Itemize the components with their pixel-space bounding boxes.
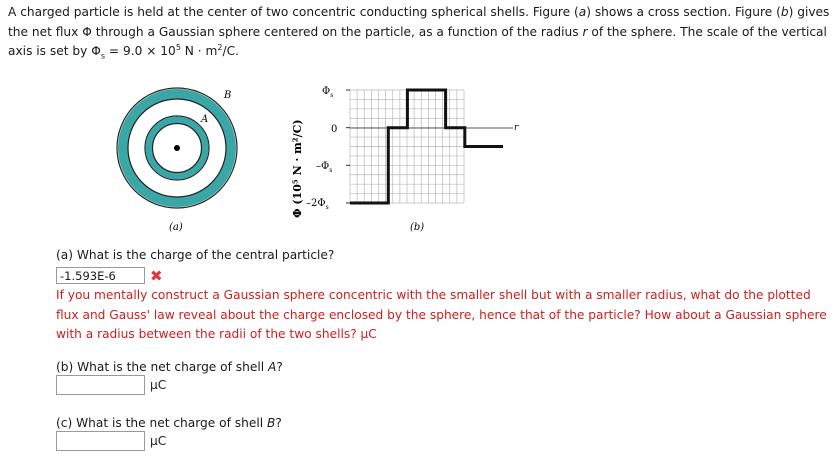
y-axis-label: Φ (10⁵ N · m²/C) [291,119,304,218]
question-b: (b) What is the net charge of shell A? [56,360,283,374]
hint-text: If you mentally construct a Gaussian sphere concentric with the smaller shell but with a smaller radius, what do the plotted flux and Gauss' law reveal about the charge enclosed by the sphere, hence that of the particle? How about a Gaussian sphere with a radius between the radii of the two shells? μC [56,288,827,341]
flux-chart [291,86,519,233]
answer-b-input[interactable] [56,375,145,395]
tick-neg-2phi-s: $-2\Phi_s$ [306,198,329,211]
label-a: A [201,114,209,125]
tick-zero: 0 [331,124,338,135]
question-c: (c) What is the net charge of shell B? [56,416,282,430]
figure-svg [100,78,540,238]
tick-neg-phi-s: $-\Phi_s$ [316,161,333,174]
figure [100,78,540,242]
question-a: (a) What is the charge of the central particle? [56,248,335,262]
unit-c: μC [150,434,167,448]
answer-a-input[interactable]: -1.593E-6 [56,267,145,284]
central-particle [174,145,180,151]
answer-c-input[interactable] [56,431,145,451]
problem-statement: A charged particle is held at the center of two concentric conducting spherical shells. Figure (a) shows a cross section. Figure (b) gives the net flux Φ through a Gaussian sphere centered on the particle, as a function of the radius r of the sphere. The scale of the vertical axis is set by $\Phi_s = 9.0 \times 10^5$ $N \cdot m^2/C$. [8,5,830,61]
x-axis-label: r [514,123,519,133]
shells-diagram [117,88,237,233]
label-b: B [224,90,232,101]
caption-a: (a) [169,222,183,233]
unit-b: μC [150,378,167,392]
tick-phi-s: $\Phi_s$ [322,86,334,99]
incorrect-icon: ✖ [150,267,163,285]
caption-b: (b) [410,222,425,233]
